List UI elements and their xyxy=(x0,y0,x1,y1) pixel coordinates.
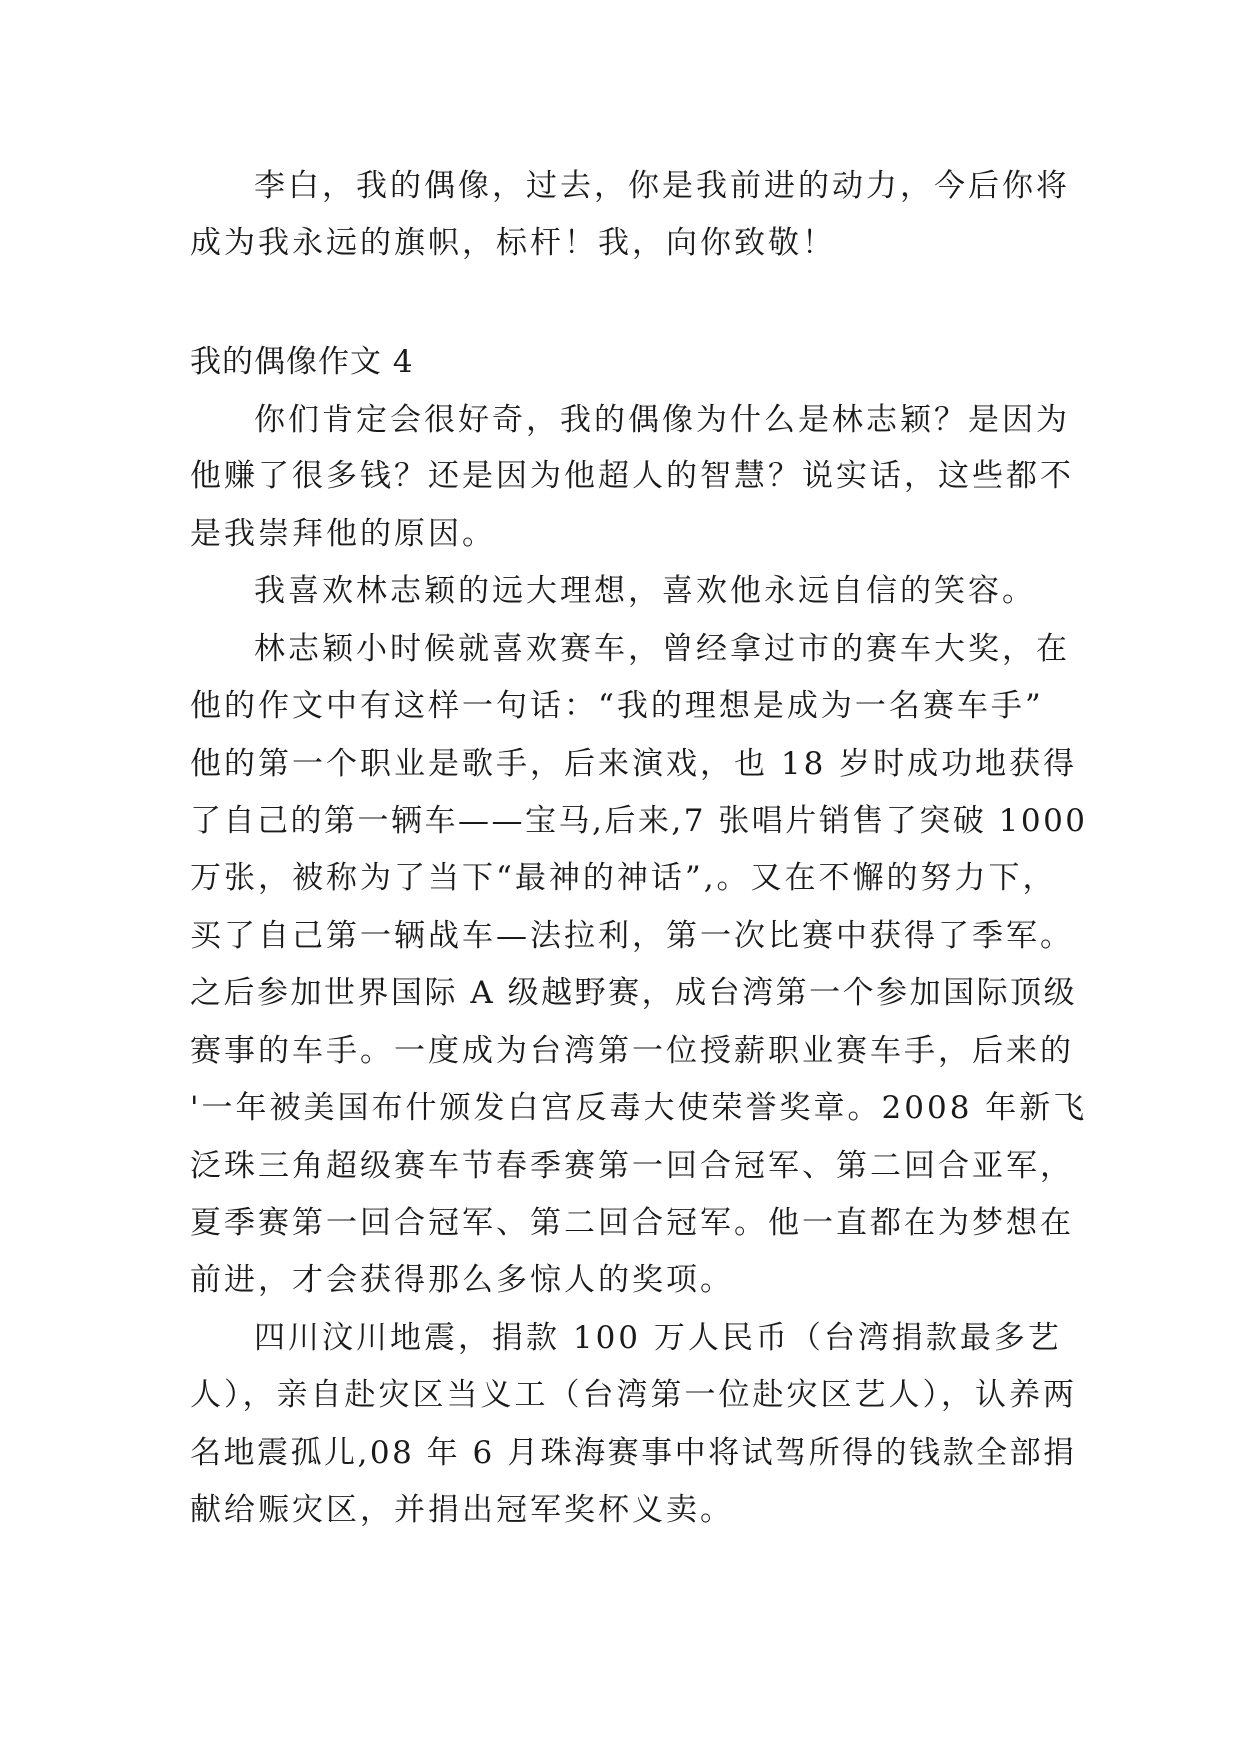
paragraph-line: 成为我永远的旗帜，标杆！我，向你致敬！ xyxy=(190,225,836,261)
paragraph-line: 他的作文中有这样一句话：“我的理想是成为一名赛车手” xyxy=(190,688,1044,724)
paragraph-line: 买了自己第一辆战车—法拉利，第一次比赛中获得了季军。 xyxy=(190,918,1074,954)
paragraph-line: 四川汶川地震，捐款 100 万人民币（台湾捐款最多艺 xyxy=(254,1320,1062,1356)
paragraph-line: 名地震孤儿,08 年 6 月珠海赛事中将试驾所得的钱款全部捐 xyxy=(190,1435,1077,1471)
paragraph-line: 是我崇拜他的原因。 xyxy=(190,516,496,552)
paragraph-line: 之后参加世界国际 A 级越野赛，成台湾第一个参加国际顶级 xyxy=(190,975,1078,1011)
section-heading: 我的偶像作文 4 xyxy=(190,344,414,380)
paragraph-line: 我喜欢林志颖的远大理想，喜欢他永远自信的笑容。 xyxy=(254,573,1036,609)
paragraph-line: 人），亲自赴灾区当义工（台湾第一位赴灾区艺人），认养两 xyxy=(190,1377,1077,1413)
paragraph-line: 了自己的第一辆车——宝马,后来,7 张唱片销售了突破 1000 xyxy=(190,803,1088,839)
paragraph-line: 赛事的车手。一度成为台湾第一位授薪职业赛车手，后来的 xyxy=(190,1033,1074,1069)
paragraph-line: 李白，我的偶像，过去，你是我前进的动力，今后你将 xyxy=(254,168,1070,204)
paragraph-line: 他赚了很多钱？还是因为他超人的智慧？说实话，这些都不 xyxy=(190,458,1074,494)
paragraph-line: 献给赈灾区，并捐出冠军奖杯义卖。 xyxy=(190,1492,734,1528)
paragraph-line: 你们肯定会很好奇，我的偶像为什么是林志颖？是因为 xyxy=(254,402,1070,438)
paragraph-line: '一年被美国布什颁发白宫反毒大使荣誉奖章。2008 年新飞 xyxy=(190,1090,1088,1126)
paragraph-line: 泛珠三角超级赛车节春季赛第一回合冠军、第二回合亚军， xyxy=(190,1148,1074,1184)
paragraph-line: 前进，才会获得那么多惊人的奖项。 xyxy=(190,1262,734,1298)
paragraph-line: 万张，被称为了当下“最神的神话”,。又在不懈的努力下， xyxy=(190,860,1057,896)
paragraph-line: 他的第一个职业是歌手，后来演戏，也 18 岁时成功地获得 xyxy=(190,746,1078,782)
paragraph-line: 林志颖小时候就喜欢赛车，曾经拿过市的赛车大奖，在 xyxy=(254,631,1070,667)
paragraph-line: 夏季赛第一回合冠军、第二回合冠军。他一直都在为梦想在 xyxy=(190,1205,1074,1241)
